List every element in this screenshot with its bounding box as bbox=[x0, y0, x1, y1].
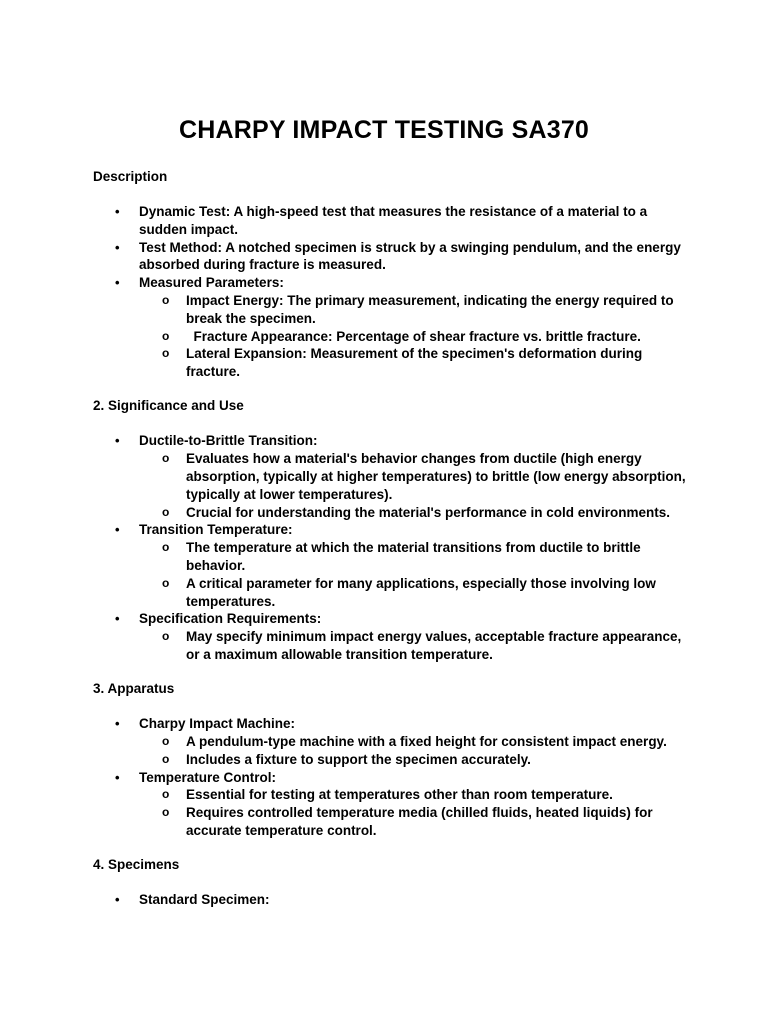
sub-list-item bbox=[93, 450, 693, 503]
sub-list-item bbox=[93, 345, 693, 381]
list-item-text: Ductile-to-Brittle Transition: bbox=[139, 433, 318, 449]
hollow-bullet-icon: o bbox=[162, 805, 170, 820]
sub-list-item bbox=[93, 539, 693, 575]
list-item-text: Standard Specimen: bbox=[139, 892, 270, 908]
list-item-text: Test Method: A notched specimen is struck by a swinging pendulum, and the energy absorbed during fracture is measured. bbox=[139, 239, 681, 273]
bullet-icon: • bbox=[115, 433, 120, 449]
hollow-bullet-icon: o bbox=[162, 629, 170, 644]
section-heading: 3. Apparatus bbox=[93, 681, 175, 697]
sub-list-item-text: Crucial for understanding the material's performance in cold environments. bbox=[186, 504, 671, 520]
sub-list-item-text: Lateral Expansion: Measurement of the specimen's deformation during fracture. bbox=[186, 346, 643, 380]
hollow-bullet-icon: o bbox=[162, 328, 170, 343]
list-item bbox=[93, 715, 693, 733]
sub-list-item-text: A pendulum-type machine with a fixed height for consistent impact energy. bbox=[186, 734, 667, 750]
sub-list-item bbox=[93, 292, 693, 328]
page-title: CHARPY IMPACT TESTING SA370 bbox=[178, 116, 590, 144]
section-heading: Description bbox=[93, 169, 168, 184]
hollow-bullet-icon: o bbox=[162, 575, 170, 590]
sub-list-item-text: Essential for testing at temperatures other than room temperature. bbox=[186, 787, 613, 803]
hollow-bullet-icon: o bbox=[162, 540, 170, 555]
sub-list-item-text: A critical parameter for many applications, especially those involving low temperatures. bbox=[186, 575, 656, 609]
bullet-icon: • bbox=[115, 203, 120, 219]
sub-list-item bbox=[93, 504, 693, 522]
sub-list-item-text: Includes a fixture to support the specimen accurately. bbox=[186, 751, 531, 767]
list-item-text: Charpy Impact Machine: bbox=[139, 716, 296, 732]
list-item-text: Transition Temperature: bbox=[139, 522, 293, 538]
hollow-bullet-icon: o bbox=[162, 734, 170, 749]
sub-list-item-text: Impact Energy: The primary measurement, indicating the energy required to break the specimen. bbox=[186, 292, 674, 326]
bullet-icon: • bbox=[115, 716, 120, 732]
bullet-icon: • bbox=[115, 892, 120, 908]
sub-list-item bbox=[93, 628, 693, 664]
sub-list-item bbox=[93, 575, 693, 611]
hollow-bullet-icon: o bbox=[162, 751, 170, 766]
list-item bbox=[93, 521, 693, 539]
bullet-icon: • bbox=[115, 769, 120, 785]
sub-list-item-text: Evaluates how a material's behavior changes from ductile (high energy absorption, typically at higher temperatures) to brittle (low energy absorption, typically at lower temperatures). bbox=[186, 451, 686, 502]
section-heading: 4. Specimens bbox=[93, 857, 180, 873]
list-item-text: Measured Parameters: bbox=[139, 275, 284, 291]
bullet-icon: • bbox=[115, 611, 120, 627]
sub-list-item bbox=[93, 786, 693, 804]
hollow-bullet-icon: o bbox=[162, 451, 170, 466]
hollow-bullet-icon: o bbox=[162, 292, 170, 307]
list-item-text: Specification Requirements: bbox=[139, 611, 322, 627]
sub-list-item-text: Requires controlled temperature media (chilled fluids, heated liquids) for accurate temperature control. bbox=[186, 805, 653, 839]
list-item-text: Dynamic Test: A high-speed test that measures the resistance of a material to a sudden impact. bbox=[139, 203, 648, 237]
sub-list-item-text: The temperature at which the material transitions from ductile to brittle behavior. bbox=[186, 540, 641, 574]
list-item bbox=[93, 239, 693, 275]
sub-list-item bbox=[93, 733, 693, 751]
sub-list-item bbox=[93, 328, 693, 346]
list-item bbox=[93, 891, 693, 909]
bullet-icon: • bbox=[115, 239, 120, 255]
list-item bbox=[93, 610, 693, 628]
list-item bbox=[93, 432, 693, 450]
sub-list-item bbox=[93, 751, 693, 769]
section-heading: 2. Significance and Use bbox=[93, 398, 244, 414]
hollow-bullet-icon: o bbox=[162, 346, 170, 361]
document-body bbox=[93, 168, 693, 909]
sub-list-item bbox=[93, 804, 693, 840]
list-item-text: Temperature Control: bbox=[139, 769, 277, 785]
list-item bbox=[93, 274, 693, 292]
hollow-bullet-icon: o bbox=[162, 787, 170, 802]
sub-list-item-text: Fracture Appearance: Percentage of shear fracture vs. brittle fracture. bbox=[186, 328, 641, 344]
bullet-icon: • bbox=[115, 522, 120, 538]
sub-list-item-text: May specify minimum impact energy values, acceptable fracture appearance, or a maximum allowable transition temperature. bbox=[186, 629, 682, 662]
list-item bbox=[93, 203, 693, 239]
hollow-bullet-icon: o bbox=[162, 504, 170, 519]
bullet-icon: • bbox=[115, 275, 120, 291]
list-item bbox=[93, 769, 693, 787]
